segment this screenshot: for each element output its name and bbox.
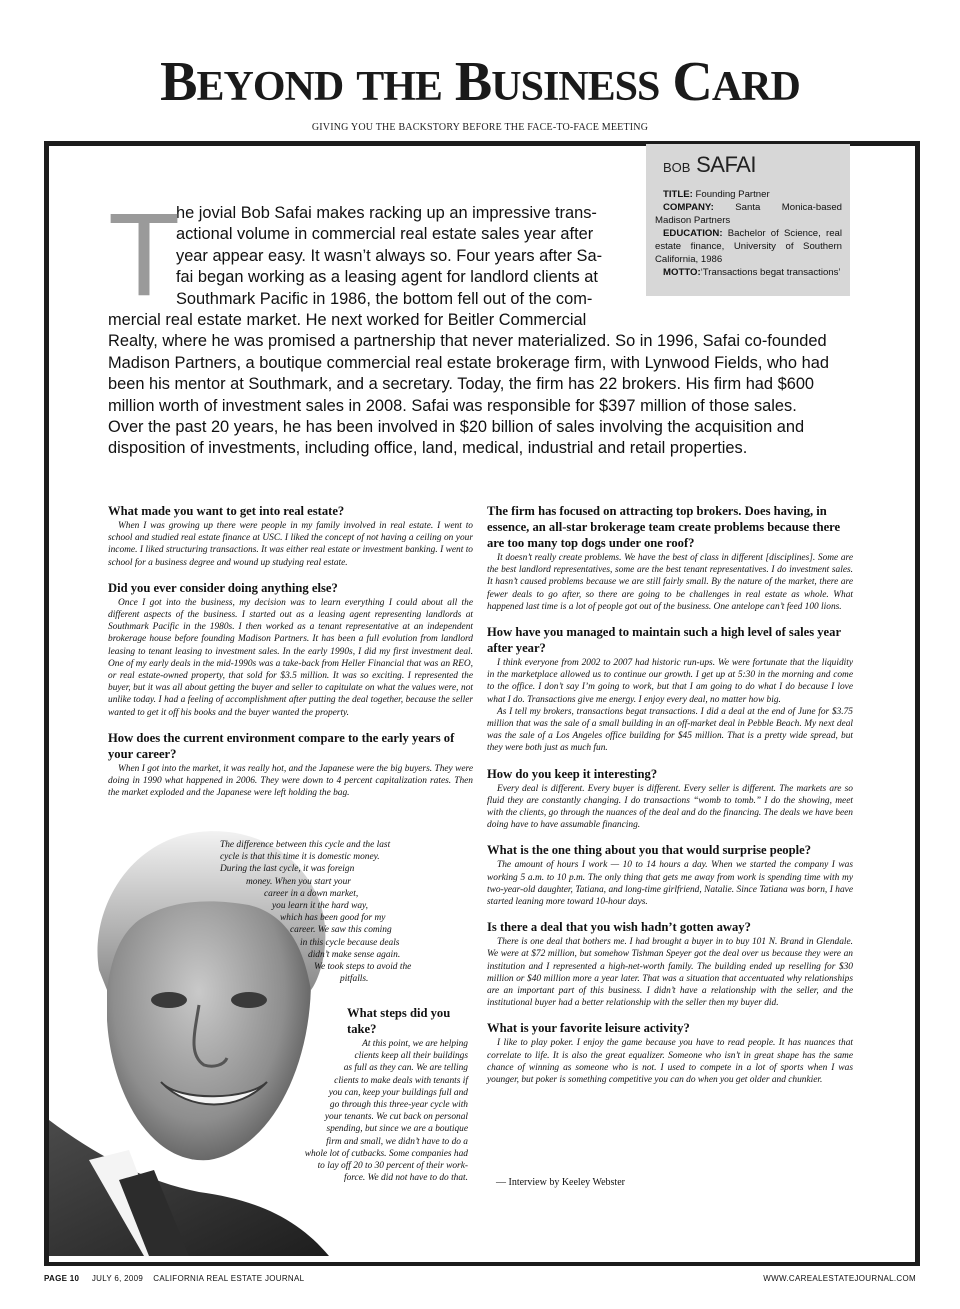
wrap-line: During the last cycle, it was foreign: [220, 864, 355, 875]
qa-block: [487, 919, 853, 1009]
steps-line: as full as they can. We are telling: [343, 1063, 468, 1074]
wrap-line: cycle is that this time it is domestic money.: [220, 852, 380, 863]
wrap-line: The difference between this cycle and the last: [220, 840, 391, 850]
lede-line: Southmark Pacific in 1986, the bottom fell out of the com-: [176, 289, 593, 308]
answer-steps: [258, 1038, 468, 1184]
answer: I think everyone from 2002 to 2007 had historic run-ups. We were fortunate that the liquidity in the marketplace allowed us to continue our growth. I get up at 5:30 in the morning and come to the office. I don’t say I’m going to work, but that I am going to do what I do because I love what I do. Transactions give me energy. I enjoy every deal, no matter how big.: [487, 658, 853, 705]
masthead-word: USINESS: [491, 64, 660, 110]
publication-name: CALIFORNIA REAL ESTATE JOURNAL: [153, 1274, 305, 1283]
answer: When I was growing up there were people in my family involved in real estate. I went to school and studied real estate finance at USC. I liked the concept of not having a ceiling on your income. I liked structuring transactions. It was either real estate or investment banking. I went to school for a business degree and wound up studying real estate.: [108, 521, 473, 568]
steps-line: At this point, we are helping: [362, 1039, 468, 1049]
issue-date: JULY 6, 2009: [91, 1274, 144, 1283]
left-column: [108, 503, 473, 810]
answer: It doesn’t really create problems. We have the best of class in different [disciplines]. Some are the best landlord representatives, some are the best tenant representatives. I do investment sales. It hasn’t caused problems because we are still fairly small. By the nature of the market, there are fewer deals to go after, so there are going to be challenges in real estate as whole. What happened last time is a lot of people got out of the business. One antelope can’t feed 100 lions.: [487, 553, 853, 612]
fact-value: Bachelor of Science, real estate finance, University of Southern California, 1986: [655, 228, 843, 265]
page-footer: [44, 1274, 916, 1283]
masthead-tagline: GIVING YOU THE BACKSTORY BEFORE THE FACE-TO-FACE MEETING: [311, 122, 649, 133]
lede-line: fai began working as a leasing agent for landlord clients at: [176, 268, 598, 287]
wrap-line: in this cycle because deals: [300, 937, 400, 948]
masthead-word: B: [454, 51, 492, 113]
lede-line: million worth of investment sales in 2008. Safai was responsible for $397 million of those sales.: [108, 396, 797, 415]
qa-block: [108, 730, 473, 800]
lede-line: Realty, where he was promised a partnership that never materialized. So in 1996, Safai co-founded: [108, 332, 827, 351]
question: The firm has focused on attracting top brokers. Does having, in essence, an all-star brokerage team create problems because there are too many top dogs under one roof?: [487, 504, 841, 550]
question: What is your favorite leisure activity?: [487, 1021, 690, 1036]
steps-line: you can, keep your buildings full and: [328, 1087, 468, 1098]
steps-line: firm and small, we didn’t have to do a: [326, 1136, 468, 1147]
masthead-word: THE: [356, 64, 442, 110]
fact-value: ‘Transactions begat transactions’: [700, 267, 841, 278]
steps-line: spending, but since we are a boutique: [326, 1124, 468, 1135]
qa-block: [108, 580, 473, 719]
steps-line: whole lot of cutbacks. Some companies had: [304, 1148, 468, 1159]
lede-line: been his mentor at Southmark, and a secretary. Today, the firm has 22 brokers. His firm had $600: [108, 375, 815, 394]
qa-block: [487, 1020, 853, 1086]
answer: When I got into the market, it was really hot, and the Japanese were the big buyers. They were doing in 1990 what happened in 2006. They were down to 4 percent capitalization rates. Then the market exploded and the Japanese were left holding the bag.: [108, 763, 473, 799]
wrap-text: [220, 839, 472, 985]
wrap-line: career. We saw this coming: [290, 925, 392, 936]
masthead-title: [0, 51, 960, 113]
question-steps: What steps did you take?: [347, 1006, 451, 1036]
fact-value: Santa Monica-based Madison Partners: [655, 202, 843, 226]
question: Did you ever consider doing anything else?: [108, 580, 338, 595]
masthead-word: B: [160, 51, 197, 113]
answer: Once I got into the business, my decision was to learn everything I could about all the different aspects of the business. I started out as a leasing agent representing landlords at Southmark Pacific in the 1980s. I then worked as a tenant representative at an independent brokerage house before founding Madison Partners. It has been a full evolution from landlord leasing to tenant leasing to investment sales. In the early 1990s, I did my first investment deal. One of my early deals in the mid-1990s was a take-back from Heller Financial that was an REO, or real estate-owned property, that sold for $3.5 million. It was so exciting. I represented the buyer, but it was all about getting the buyer and seller to capitulate on what the values were, not unlike today. I had a feeling of accomplishment after putting the deal together, because the seller wanted to get it off his books and the buyer wanted the property.: [108, 597, 473, 718]
answer: The amount of hours I work — 10 to 14 hours a day. When we started the company I was working 5 a.m. to 10 p.m. The only thing that gets me away from work is spending time with my two-year-old daughter, Tatiana, and long-time girlfriend, Natalie. Since Tatiana was born, I have started leaning more toward 10-hour days.: [487, 860, 853, 908]
masthead-word: EYOND: [196, 64, 344, 110]
answer: Every deal is different. Every buyer is different. Every seller is different. The markets are so fluid they are constantly changing. I do transactions “womb to tomb.” I do the showing, meet with the clients, go through the nuances of the deal and do the financing. The deals we have been doing have to have assumable financing.: [487, 783, 853, 831]
steps-line: to lay off 20 to 30 percent of their work-: [317, 1161, 468, 1172]
right-column: [487, 503, 853, 1097]
fact-value: Founding Partner: [695, 189, 770, 200]
fact-label: COMPANY:: [663, 202, 714, 213]
steps-line: clients to make deals with tenants if: [334, 1075, 468, 1086]
question: How do you keep it interesting?: [487, 766, 658, 781]
question: How does the current environment compare to the early years of your career?: [108, 730, 455, 761]
publication-url: WWW.CAREALESTATEJOURNAL.COM: [763, 1274, 916, 1283]
question: What is the one thing about you that would surprise people?: [487, 843, 811, 858]
question: What made you want to get into real estate?: [108, 504, 345, 518]
drop-cap: T: [108, 189, 181, 321]
qa-block: [487, 766, 853, 832]
lede-line: actional volume in commercial real estate sales year after: [176, 225, 594, 244]
lede-line: Madison Partners, a boutique commercial real estate brokerage firm, with Lynwood Fields, who had: [108, 353, 829, 372]
wrap-line: didn’t make sense again.: [308, 949, 401, 960]
interview-credit: — Interview by Keeley Webster: [496, 1177, 625, 1188]
qa-block: [487, 503, 853, 613]
steps-line: force. We did not have to do that.: [343, 1173, 468, 1184]
answer: I like to play poker. I enjoy the game because you have to read people. It has nuances that correlate to life. It is also the great equalizer. Someone who isn’t in great shape has the same chance of winning as someone who is not. I used to compete in a lot of sports when I was younger, but poker is something competitive you can do when you get older and chunkier.: [487, 1038, 853, 1086]
lede-line: mercial real estate market. He next worked for Beitler Commercial: [108, 311, 587, 330]
wrap-line: money. When you start your: [246, 876, 351, 887]
profile-last-name: SAFAI: [696, 152, 756, 177]
wrap-line: which has been good for my: [280, 913, 386, 924]
wrap-line: career in a down market,: [264, 888, 359, 899]
lede-line: Over the past 20 years, he has been involved in $20 billion of sales involving the acquisition and: [108, 418, 805, 437]
question: Is there a deal that you wish hadn’t gotten away?: [487, 920, 751, 935]
masthead-word: ARD: [711, 64, 800, 110]
fact-label: EDUCATION:: [663, 228, 723, 239]
wrap-line: you learn it the hard way,: [272, 901, 368, 912]
answer: There is one deal that bothers me. I had brought a buyer in to buy 101 N. Brand in Glendale. We were at $72 million, but somehow Tishman Speyer got the deal over us because they were an institution and I represented a high-net-worth family. The building ended up reselling for $30 million or $40 million more a year later. That was a situation that accentuated why relationships are an important part of this business. I didn’t have a relationship with the seller, and the institutional buyer had a better relationship with the seller then my buyer did.: [487, 937, 853, 1009]
profile-title: [655, 188, 842, 201]
steps-line: clients keep all their buildings: [354, 1051, 468, 1062]
lede-line: year appear easy. It wasn’t always so. Four years after Sa-: [176, 246, 603, 265]
answer: As I tell my brokers, transactions begat transactions. I did a deal at the end of June for $3.75 million that was the sale of a small building in an off-market deal in Pebble Beach. My next deal was the sale of a Los Angeles office building for $45 million. That is a pretty wide spread, but they were both just as much fun.: [487, 706, 853, 754]
profile-first-name: BOB: [663, 160, 691, 175]
lede-line: he jovial Bob Safai makes racking up an impressive trans-: [176, 204, 597, 222]
wrap-line: pitfalls.: [340, 974, 369, 985]
fact-label: MOTTO:: [663, 267, 701, 278]
wrap-line: We took steps to avoid the: [314, 962, 412, 973]
lede-line: disposition of investments, including office, land, medical, industrial and retail properties.: [108, 439, 748, 458]
fact-label: TITLE:: [663, 189, 693, 200]
qa-block: [487, 624, 853, 755]
qa-block: [487, 842, 853, 908]
profile-name: [663, 152, 756, 178]
steps-line: go through this three-year cycle with: [329, 1100, 468, 1111]
qa-block: [108, 503, 473, 569]
steps-line: your tenants. We cut back on personal: [324, 1112, 468, 1123]
masthead-word: C: [672, 51, 712, 113]
page-number: PAGE 10: [44, 1274, 80, 1283]
question: How have you managed to maintain such a high level of sales year after year?: [487, 625, 841, 656]
